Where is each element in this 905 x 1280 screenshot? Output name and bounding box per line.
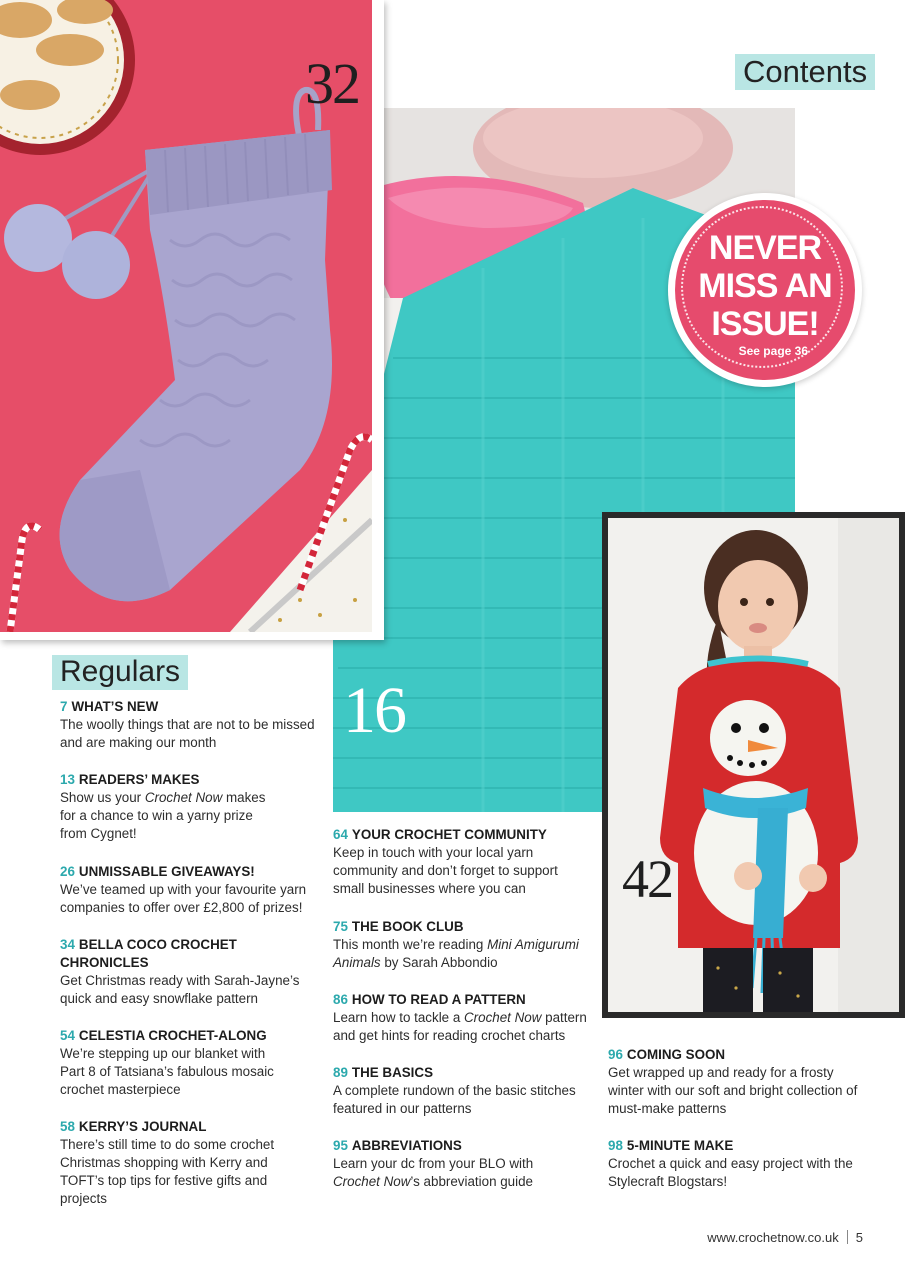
toc-page-num: 75	[333, 919, 348, 934]
badge-line-2: MISS AN	[698, 267, 832, 305]
child-sweater-photo[interactable]	[602, 512, 905, 1018]
badge-see-page: See page 36	[738, 344, 808, 358]
toc-description: This month we’re reading Mini Amigurumi Animals by Sarah Abbondio	[333, 937, 579, 970]
badge-line-3: ISSUE!	[711, 305, 819, 343]
toc-page-num: 86	[333, 992, 348, 1007]
toc-entry[interactable]	[608, 1137, 870, 1191]
toc-title: THE BASICS	[351, 1065, 434, 1080]
toc-entry[interactable]	[333, 918, 583, 972]
child-page-number: 42	[622, 849, 672, 909]
page-title: Contents	[735, 54, 875, 90]
toc-description: We’re stepping up our blanket with Part 8 of Tatsiana’s fabulous mosaic crochet masterpiece	[60, 1046, 274, 1097]
toc-page-num: 96	[608, 1047, 623, 1062]
never-miss-badge[interactable]	[668, 193, 862, 387]
toc-description: There’s still time to do some crochet Christmas shopping with Kerry and TOFT’s top tips for festive gifts and projects	[60, 1137, 275, 1206]
toc-entry[interactable]	[60, 1118, 315, 1208]
toc-description: Crochet a quick and easy project with the Stylecraft Blogstars!	[608, 1156, 853, 1189]
toc-page-num: 89	[333, 1065, 348, 1080]
toc-description: Get Christmas ready with Sarah-Jayne’s quick and easy snowflake pattern	[60, 973, 300, 1006]
toc-entry[interactable]	[333, 826, 573, 898]
toc-description: Keep in touch with your local yarn community and don’t forget to support small businesses where you can	[333, 845, 558, 896]
blanket-page-number: 16	[343, 674, 405, 747]
toc-title: HOW TO READ A PATTERN	[351, 992, 526, 1007]
footer-divider	[847, 1230, 848, 1244]
page-footer	[707, 1230, 863, 1245]
toc-title: ABBREVIATIONS	[351, 1138, 462, 1153]
toc-description: Learn your dc from your BLO with Crochet Now’s abbreviation guide	[333, 1156, 534, 1189]
stocking-photo	[0, 0, 384, 640]
toc-entry[interactable]	[60, 771, 270, 843]
toc-title: WHAT’S NEW	[71, 699, 159, 714]
toc-page-num: 95	[333, 1138, 348, 1153]
toc-description: Show us your Crochet Now makes for a chance to win a yarny prize from Cygnet!	[60, 790, 266, 841]
toc-title: YOUR CROCHET COMMUNITY	[351, 827, 547, 842]
toc-title: 5-MINUTE MAKE	[626, 1138, 734, 1153]
toc-page-num: 64	[333, 827, 348, 842]
toc-description: We’ve teamed up with your favourite yarn companies to offer over £2,800 of prizes!	[60, 882, 307, 915]
toc-entry[interactable]	[60, 936, 300, 1008]
toc-entry[interactable]	[333, 991, 588, 1045]
toc-description: Learn how to tackle a Crochet Now pattern and get hints for reading crochet charts	[333, 1010, 587, 1043]
toc-entry[interactable]	[608, 1046, 870, 1118]
toc-title: KERRY’S JOURNAL	[78, 1119, 207, 1134]
toc-entry[interactable]	[60, 1027, 285, 1099]
toc-page-num: 13	[60, 772, 75, 787]
toc-entry[interactable]	[333, 1064, 588, 1118]
stocking-page-number: 32	[305, 51, 359, 116]
toc-entry[interactable]	[60, 698, 320, 752]
toc-description: A complete rundown of the basic stitches featured in our patterns	[333, 1083, 576, 1116]
toc-entry[interactable]	[60, 863, 315, 917]
toc-description: The woolly things that are not to be missed and are making our month	[60, 717, 315, 750]
toc-description: Get wrapped up and ready for a frosty winter with our soft and bright collection of must-make patterns	[608, 1065, 858, 1116]
toc-page-num: 34	[60, 937, 75, 952]
toc-page-num: 58	[60, 1119, 75, 1134]
toc-page-num: 54	[60, 1028, 75, 1043]
toc-page-num: 26	[60, 864, 75, 879]
toc-title: THE BOOK CLUB	[351, 919, 464, 934]
regulars-heading: Regulars	[52, 655, 188, 690]
toc-title: BELLA COCO CROCHET CHRONICLES	[60, 937, 237, 970]
toc-page-num: 7	[60, 699, 68, 714]
toc-title: COMING SOON	[626, 1047, 726, 1062]
child-illustration	[608, 518, 899, 1012]
footer-url[interactable]: www.crochetnow.co.uk	[707, 1230, 839, 1245]
toc-entry[interactable]	[333, 1137, 573, 1191]
footer-page-number: 5	[855, 1230, 863, 1245]
toc-title: UNMISSABLE GIVEAWAYS!	[78, 864, 255, 879]
toc-title: CELESTIA CROCHET-ALONG	[78, 1028, 267, 1043]
badge-line-1: NEVER	[708, 229, 822, 267]
toc-page-num: 98	[608, 1138, 623, 1153]
toc-title: READERS’ MAKES	[78, 772, 200, 787]
